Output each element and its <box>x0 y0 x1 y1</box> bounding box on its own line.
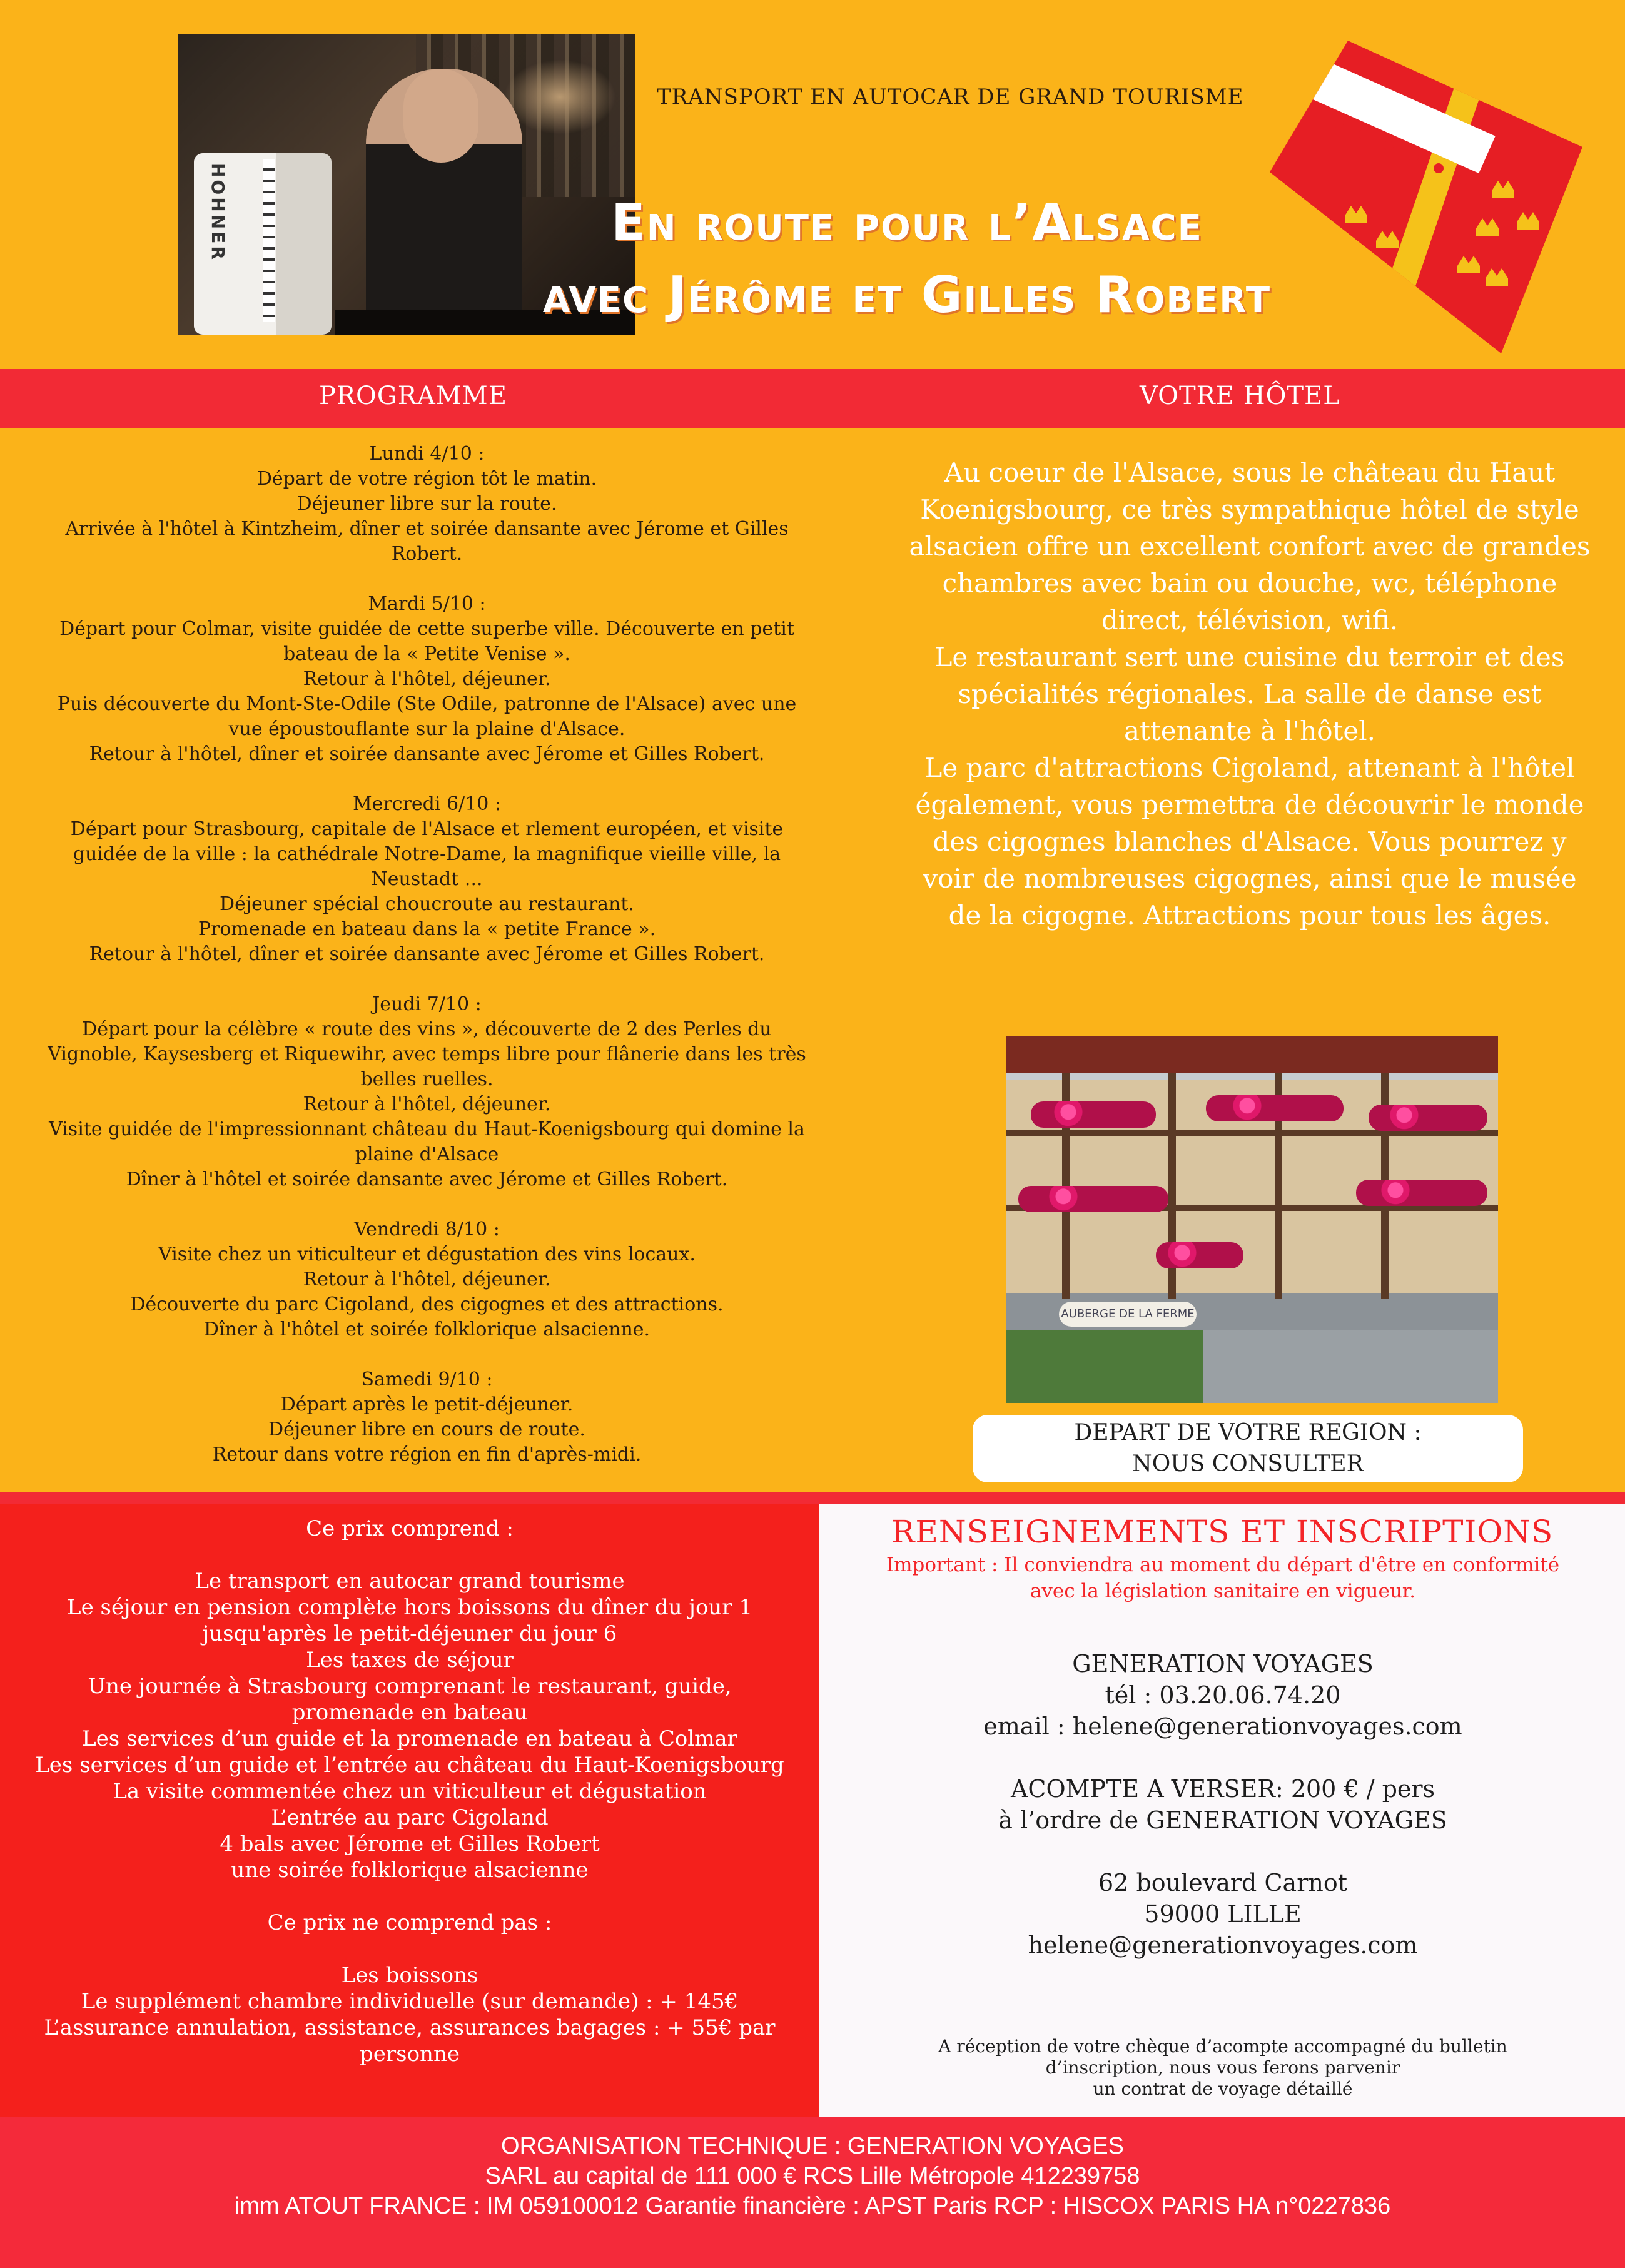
phone-number: tél : 03.20.06.74.20 <box>1105 1681 1341 1709</box>
note-line: un contrat de voyage détaillé <box>1093 2078 1353 2099</box>
price-include-item: une soirée folklorique alsacienne <box>231 1858 589 1883</box>
day-line: Retour à l'hôtel, dîner et soirée dansante avec Jérome et Gilles Robert. <box>89 943 765 965</box>
info-panel <box>819 1504 1625 2117</box>
divider <box>0 1492 1625 1504</box>
price-include-item: Les services d’un guide et l’entrée au château du Haut-Koenigsbourg <box>35 1753 784 1778</box>
hotel-heading: VOTRE HÔTEL <box>1140 382 1340 410</box>
day-block <box>44 792 810 967</box>
footer-line: imm ATOUT FRANCE : IM 059100012 Garantie financière : APST Paris RCP : HISCOX PARIS HA n°0227836 <box>234 2193 1391 2219</box>
day-line: Départ de votre région tôt le matin. <box>256 468 597 490</box>
departure-line: NOUS CONSULTER <box>1132 1451 1364 1477</box>
info-title: RENSEIGNEMENTS ET INSCRIPTIONS <box>891 1514 1554 1550</box>
day-line: Départ pour Strasbourg, capitale de l'Alsace et rlement européen, et visite guidée de la ville : la cathédrale Notre-Dame, la magnifique vieille ville, la Neustadt ... <box>70 818 784 890</box>
flower-box <box>1356 1180 1487 1206</box>
day-line: Retour dans votre région en fin d'après-midi. <box>212 1444 642 1466</box>
day-line: Déjeuner spécial choucroute au restaurant. <box>220 893 634 915</box>
day-line: Départ après le petit-déjeuner. <box>280 1394 574 1415</box>
day-line: Arrivée à l'hôtel à Kintzheim, dîner et soirée dansante avec Jérome et Gilles Robert. <box>65 518 789 565</box>
hotel-paragraph: Le restaurant sert une cuisine du terroir et des spécialités régionales. La salle de danse est attenante à l'hôtel. <box>934 642 1565 746</box>
day-line: Retour à l'hôtel, dîner et soirée dansante avec Jérome et Gilles Robert. <box>89 743 765 765</box>
day-block <box>44 592 810 767</box>
price-include-item: La visite commentée chez un viticulteur et dégustation <box>113 1779 707 1804</box>
day-block <box>44 1367 810 1467</box>
departure-box <box>973 1415 1523 1482</box>
hotel-photo <box>1006 1036 1498 1403</box>
day-title: Mercredi 6/10 : <box>352 793 502 815</box>
hotel-paragraph: Au coeur de l'Alsace, sous le château du Haut Koenigsbourg, ce très sympathique hôtel de style alsacien offre un excellent confort avec de grandes chambres avec bain ou douche, wc, téléphone direct, télévision, wifi. <box>909 457 1591 635</box>
accordion-brand: HOHNER <box>208 163 228 262</box>
day-line: Visite guidée de l'impressionnant château du Haut-Koenigsbourg qui domine la plaine d'Alsace <box>49 1118 805 1165</box>
info-important: Important : Il conviendra au moment du départ d'être en conformité avec la législation sanitaire en vigueur. <box>886 1554 1560 1602</box>
price-include-item: Une journée à Strasbourg comprenant le restaurant, guide, promenade en bateau <box>88 1674 732 1725</box>
day-line: Promenade en bateau dans la « petite France ». <box>198 918 656 940</box>
programme-heading: PROGRAMME <box>319 382 507 410</box>
note-line: A réception de votre chèque d’acompte accompagné du bulletin <box>938 2036 1507 2057</box>
address-street: 62 boulevard Carnot <box>1098 1869 1347 1896</box>
footer <box>0 2117 1625 2268</box>
day-title: Lundi 4/10 : <box>369 443 485 465</box>
day-block <box>44 992 810 1192</box>
price-panel <box>0 1504 819 2117</box>
price-details <box>25 1516 794 2067</box>
day-line: Retour à l'hôtel, déjeuner. <box>303 1093 551 1115</box>
price-include-item: Le transport en autocar grand tourisme <box>195 1569 625 1594</box>
footer-line: ORGANISATION TECHNIQUE : GENERATION VOYAGES <box>501 2133 1124 2159</box>
day-title: Jeudi 7/10 : <box>372 993 482 1015</box>
day-line: Retour à l'hôtel, déjeuner. <box>303 668 551 690</box>
departure-line: DEPART DE VOTRE REGION : <box>1074 1420 1422 1445</box>
day-line: Découverte du parc Cigoland, des cigognes et des attractions. <box>130 1293 724 1315</box>
alsace-flag-icon <box>1270 41 1582 353</box>
info-note <box>882 2036 1564 2100</box>
hotel-paragraph: Le parc d'attractions Cigoland, attenant à l'hôtel également, vous permettra de découvrir le monde des cigognes blanches d'Alsace. Vous pourrez y voir de nombreuses cigognes, ainsi que le musée de la cigogne. Attractions pour tous les âges. <box>915 752 1584 931</box>
price-exclude-item: Le supplément chambre individuelle (sur demande) : + 145€ <box>81 1989 739 2014</box>
day-block <box>44 1217 810 1342</box>
footer-line: SARL au capital de 111 000 € RCS Lille Métropole 412239758 <box>485 2163 1140 2189</box>
subtitle: TRANSPORT EN AUTOCAR DE GRAND TOURISME <box>657 84 1244 109</box>
price-include-item: Le séjour en pension complète hors boissons du dîner du jour 1 jusqu'après le petit-déjeuner du jour 6 <box>66 1595 753 1646</box>
price-include-item: Les services d’un guide et la promenade en bateau à Colmar <box>82 1726 737 1751</box>
day-title: Mardi 5/10 : <box>368 593 486 615</box>
day-line: Départ pour Colmar, visite guidée de cette superbe ville. Découverte en petit bateau de la « Petite Venise ». <box>59 618 794 665</box>
price-exclude-item: Les boissons <box>341 1963 478 1988</box>
day-line: Dîner à l'hôtel et soirée dansante avec Jérome et Gilles Robert. <box>126 1168 728 1190</box>
price-includes-title: Ce prix comprend : <box>306 1516 514 1541</box>
price-include-item: Les taxes de séjour <box>306 1648 514 1673</box>
day-line: Puis découverte du Mont-Ste-Odile (Ste Odile, patronne de l'Alsace) avec une vue époustouflante sur la plaine d'Alsace. <box>57 693 797 740</box>
price-excludes-title: Ce prix ne comprend pas : <box>267 1910 552 1935</box>
day-title: Vendredi 8/10 : <box>354 1218 500 1240</box>
musician-head <box>403 69 478 163</box>
footer-legal <box>0 2131 1625 2221</box>
day-line: Visite chez un viticulteur et dégustation des vins locaux. <box>158 1243 696 1265</box>
address-city: 59000 LILLE <box>1144 1900 1302 1928</box>
programme-list <box>44 442 810 1492</box>
flower-box <box>1156 1242 1243 1268</box>
day-line: Dîner à l'hôtel et soirée folklorique alsacienne. <box>203 1319 651 1340</box>
section-bar <box>0 369 1625 428</box>
title-line-1: En route pour l’Alsace <box>611 193 1203 251</box>
price-exclude-item: L’assurance annulation, assistance, assurances bagages : + 55€ par personne <box>44 2015 776 2067</box>
page-title <box>438 186 1376 332</box>
light-glow <box>504 59 616 134</box>
email-link[interactable]: email : helene@generationvoyages.com <box>983 1713 1462 1740</box>
info-contact <box>851 1648 1595 1961</box>
note-line: d’inscription, nous vous ferons parvenir <box>1045 2057 1400 2078</box>
day-line: Départ pour la célèbre « route des vins », découverte de 2 des Perles du Vignoble, Kaysesberg et Riquewihr, avec temps libre pour flânerie dans les très belles ruelles. <box>48 1018 806 1090</box>
agency-name: GENERATION VOYAGES <box>1072 1650 1374 1678</box>
flower-box <box>1369 1105 1487 1131</box>
day-title: Samedi 9/10 : <box>361 1369 493 1390</box>
title-line-2: avec Jérôme et Gilles Robert <box>542 266 1272 324</box>
day-line: Déjeuner libre en cours de route. <box>268 1419 585 1440</box>
hotel-description <box>906 454 1594 934</box>
price-include-item: 4 bals avec Jérome et Gilles Robert <box>220 1831 600 1856</box>
day-line: Déjeuner libre sur la route. <box>296 493 557 515</box>
flower-box <box>1031 1101 1156 1128</box>
deposit-payee: à l’ordre de GENERATION VOYAGES <box>998 1806 1447 1834</box>
accordion-keys <box>263 159 275 322</box>
day-block <box>44 442 810 567</box>
hotel-roof <box>1006 1036 1498 1073</box>
header <box>0 0 1625 369</box>
day-line: Retour à l'hôtel, déjeuner. <box>303 1268 551 1290</box>
hotel-sign: AUBERGE DE LA FERME <box>1059 1302 1197 1327</box>
price-include-item: L’entrée au parc Cigoland <box>271 1805 549 1830</box>
email-link-2[interactable]: helene@generationvoyages.com <box>1028 1931 1418 1959</box>
flower-box <box>1206 1095 1344 1121</box>
deposit-amount: ACOMPTE A VERSER: 200 € / pers <box>1010 1775 1435 1803</box>
hotel-garden <box>1006 1330 1498 1403</box>
flower-box <box>1018 1186 1168 1212</box>
